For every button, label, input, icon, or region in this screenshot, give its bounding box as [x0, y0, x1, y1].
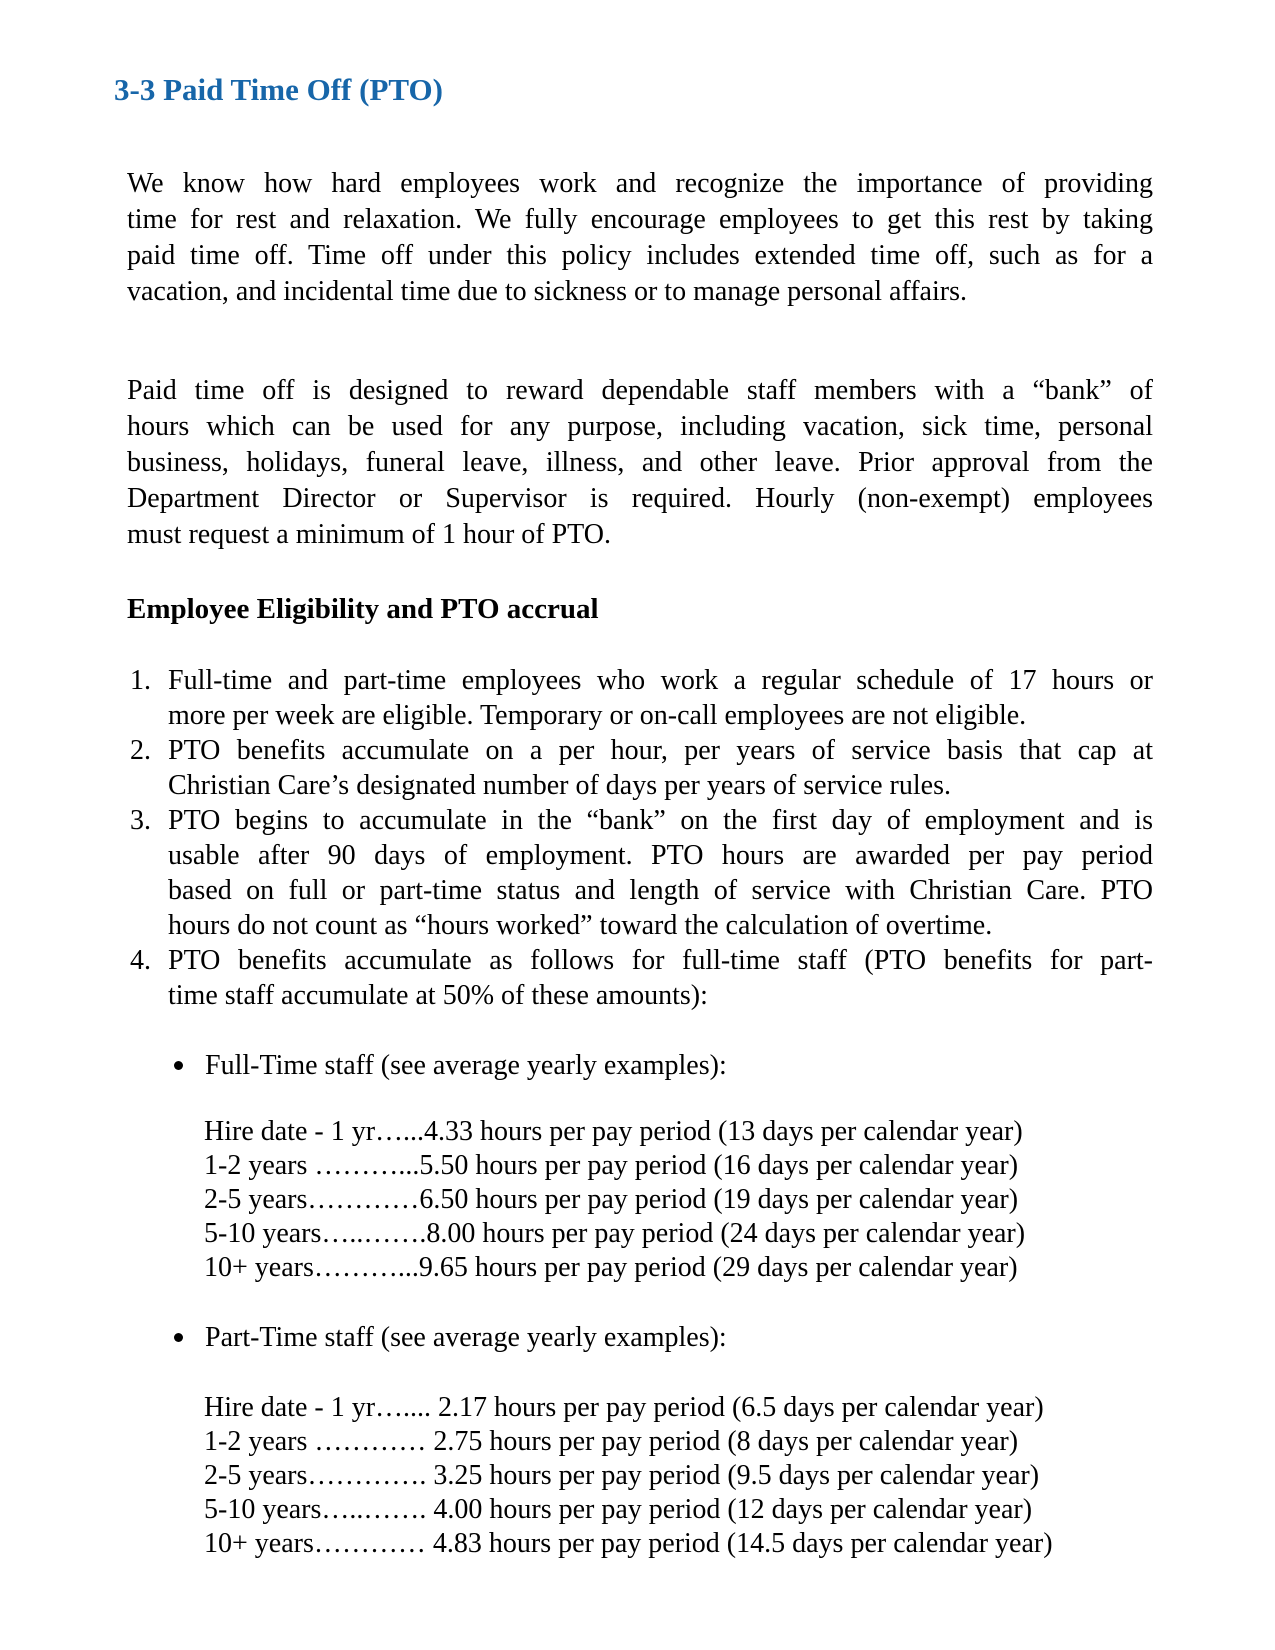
schedule-row: Hire date - 1 yr….... 2.17 hours per pay period (6.5 days per calendar year)	[204, 1392, 1044, 1423]
bullet-icon	[174, 1333, 183, 1342]
list-item-2	[130, 733, 1153, 803]
paragraph-line: vacation, and incidental time due to sickness or to manage personal affairs.	[127, 276, 967, 307]
paragraph-line: must request a minimum of 1 hour of PTO.	[127, 519, 611, 550]
list-item-3	[130, 803, 1153, 943]
schedule-row: 2-5 years…………6.50 hours per pay period (19 days per calendar year)	[204, 1184, 1019, 1215]
list-item-line: hours do not count as “hours worked” toward the calculation of overtime.	[168, 910, 993, 941]
schedule-row: 10+ years………… 4.83 hours per pay period (14.5 days per calendar year)	[204, 1528, 1053, 1559]
list-item-line: PTO begins to accumulate in the “bank” on the first day of employment and is	[168, 805, 1153, 836]
bullet-label: Part-Time staff (see average yearly examples):	[205, 1322, 727, 1353]
list-item-line: usable after 90 days of employment. PTO hours are awarded per pay period	[168, 840, 1153, 871]
bullet-label: Full-Time staff (see average yearly examples):	[205, 1050, 727, 1081]
list-item-number: 4.	[130, 945, 151, 976]
list-item-line: more per week are eligible. Temporary or on-call employees are not eligible.	[168, 700, 1027, 731]
list-item-line: PTO benefits accumulate as follows for full-time staff (PTO benefits for part-	[168, 945, 1153, 976]
paragraph-line: Department Director or Supervisor is required. Hourly (non-exempt) employees	[127, 483, 1153, 514]
list-item-number: 1.	[130, 665, 151, 696]
paragraph-line: paid time off. Time off under this policy includes extended time off, such as for a	[127, 240, 1153, 271]
page-title: 3-3 Paid Time Off (PTO)	[114, 72, 443, 107]
list-item-line: based on full or part-time status and length of service with Christian Care. PTO	[168, 875, 1153, 906]
list-item-line: Full-time and part-time employees who work a regular schedule of 17 hours or	[168, 665, 1153, 696]
paragraph-line: time for rest and relaxation. We fully encourage employees to get this rest by taking	[127, 204, 1153, 235]
eligibility-list	[130, 663, 1153, 1013]
section-heading: Employee Eligibility and PTO accrual	[127, 593, 599, 625]
list-item-number: 3.	[130, 805, 151, 836]
full-time-accrual-schedule	[204, 1115, 1153, 1285]
paragraph-line: We know how hard employees work and recognize the importance of providing	[127, 168, 1153, 199]
list-item-line: Christian Care’s designated number of days per years of service rules.	[168, 770, 951, 801]
intro-paragraph-2	[127, 373, 1153, 553]
bullet-icon	[174, 1061, 183, 1070]
schedule-row: 5-10 years…..…….8.00 hours per pay period (24 days per calendar year)	[204, 1218, 1026, 1249]
schedule-row: 10+ years………...9.65 hours per pay period (29 days per calendar year)	[204, 1252, 1018, 1283]
schedule-row: 1-2 years ………… 2.75 hours per pay period (8 days per calendar year)	[204, 1426, 1019, 1457]
list-item-line: PTO benefits accumulate on a per hour, per years of service basis that cap at	[168, 735, 1153, 766]
intro-paragraph-1	[127, 166, 1153, 310]
part-time-accrual-schedule	[204, 1391, 1153, 1561]
list-item-1	[130, 663, 1153, 733]
document-content	[114, 0, 1153, 1561]
paragraph-line: hours which can be used for any purpose, including vacation, sick time, personal	[127, 411, 1153, 442]
list-item-4	[130, 943, 1153, 1013]
list-item-line: time staff accumulate at 50% of these amounts):	[168, 980, 708, 1011]
bullet-full-time-staff	[205, 1048, 1153, 1083]
paragraph-line: Paid time off is designed to reward dependable staff members with a “bank” of	[127, 375, 1153, 406]
schedule-row: 1-2 years ………...5.50 hours per pay period (16 days per calendar year)	[204, 1150, 1019, 1181]
schedule-row: Hire date - 1 yr…...4.33 hours per pay period (13 days per calendar year)	[204, 1116, 1023, 1147]
paragraph-line: business, holidays, funeral leave, illness, and other leave. Prior approval from the	[127, 447, 1153, 478]
list-item-number: 2.	[130, 735, 151, 766]
bullet-part-time-staff	[205, 1320, 1153, 1355]
schedule-row: 2-5 years…………. 3.25 hours per pay period (9.5 days per calendar year)	[204, 1460, 1040, 1491]
schedule-row: 5-10 years…..……. 4.00 hours per pay period (12 days per calendar year)	[204, 1494, 1033, 1525]
